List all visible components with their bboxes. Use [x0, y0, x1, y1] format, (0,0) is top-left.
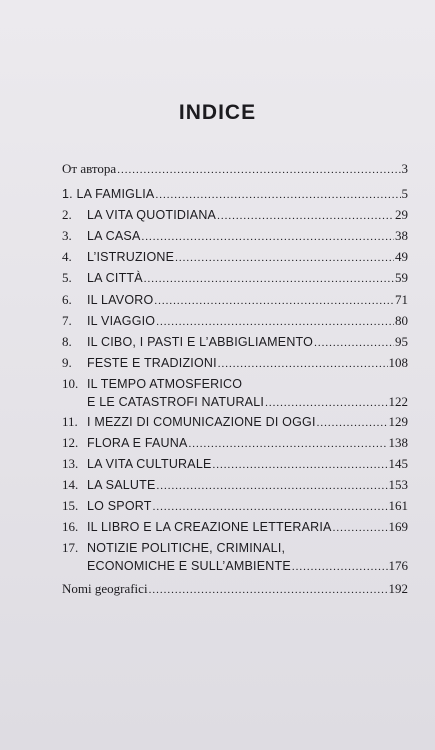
page-title: INDICE: [178, 101, 257, 124]
toc-entry-title: Nomi geografici: [62, 581, 148, 596]
leader-dots: [217, 208, 394, 225]
leader-dots: [144, 271, 394, 288]
leader-dots: [156, 314, 394, 331]
toc-entry-number: 7.: [62, 313, 72, 328]
toc-page-number: 5: [401, 186, 408, 201]
toc-page-number: 161: [388, 498, 408, 513]
toc-page-number: 192: [388, 581, 408, 596]
leader-dots: [142, 229, 394, 246]
toc-entry-title: LA VITA QUOTIDIANA: [87, 208, 217, 222]
toc-entry-title: LA CITTÀ: [87, 271, 143, 285]
toc-entry-number: 6.: [62, 292, 72, 307]
leader-dots: [154, 293, 394, 310]
toc-entry-number: 15.: [62, 498, 79, 513]
toc-entry-title: LO SPORT: [87, 499, 152, 513]
toc-entry-title: L’ISTRUZIONE: [87, 250, 175, 264]
leader-dots: [157, 478, 388, 495]
toc-entry-number: 10.: [62, 376, 79, 391]
leader-dots: [175, 250, 394, 267]
toc-entry-number: 12.: [62, 435, 79, 450]
toc-entry-number: 14.: [62, 477, 79, 492]
leader-dots: [155, 187, 400, 204]
toc-entry-number: 2.: [62, 207, 72, 222]
toc-entry-number: 4.: [62, 249, 72, 264]
toc-page-number: 129: [388, 414, 408, 429]
toc-page-number: 38: [395, 228, 408, 243]
leader-dots: [149, 582, 388, 599]
toc-entry-title-line1: NOTIZIE POLITICHE, CRIMINALI,: [87, 541, 286, 555]
toc-entry-title: ECONOMICHE E SULL’AMBIENTE: [87, 559, 291, 573]
leader-dots: [265, 395, 387, 412]
toc-entry-number: 5.: [62, 270, 72, 285]
toc-entry-title: IL CIBO, I PASTI E L’ABBIGLIAMENTO: [87, 335, 314, 349]
toc-entry-title: 1. LA FAMIGLIA: [62, 187, 155, 201]
toc-page-number: 95: [395, 334, 408, 349]
toc-entry-number: 11.: [62, 414, 78, 429]
toc-entry-number: 16.: [62, 519, 79, 534]
toc-page-number: 169: [388, 519, 408, 534]
toc-page-number: 176: [388, 558, 408, 573]
leader-dots: [333, 520, 388, 537]
toc-entry-title: LA SALUTE: [87, 478, 156, 492]
toc-entry-title: IL VIAGGIO: [87, 314, 156, 328]
leader-dots: [213, 457, 388, 474]
toc-page-number: 138: [388, 435, 408, 450]
toc-page-number: 153: [388, 477, 408, 492]
toc-page-number: 59: [395, 270, 408, 285]
toc-entry-title-line1: IL TEMPO ATMOSFERICO: [87, 377, 243, 391]
toc-entry-title: От автора: [62, 161, 117, 176]
toc-entry-number: 9.: [62, 355, 72, 370]
leader-dots: [153, 499, 388, 516]
toc-entry-number: 13.: [62, 456, 79, 471]
leader-dots: [189, 436, 388, 453]
toc-entry-title: LA CASA: [87, 229, 141, 243]
leader-dots: [314, 335, 394, 352]
toc-page-number: 108: [388, 355, 408, 370]
leader-dots: [317, 415, 388, 432]
toc-page-number: 3: [401, 161, 408, 176]
toc-entry-title: LA VITA CULTURALE: [87, 457, 212, 471]
toc-page-number: 80: [395, 313, 408, 328]
leader-dots: [117, 162, 400, 179]
toc-entry-title: IL LIBRO E LA CREAZIONE LETTERARIA: [87, 520, 332, 534]
toc-entry-title: I MEZZI DI COMUNICAZIONE DI OGGI: [87, 415, 316, 429]
toc-entry-number: 17.: [62, 540, 79, 555]
toc-entry-title: E LE CATASTROFI NATURALI: [87, 395, 265, 409]
toc-page-number: 29: [395, 207, 408, 222]
toc-page-number: 122: [388, 394, 408, 409]
toc-entry-number: 3.: [62, 228, 72, 243]
toc-entry-title: FESTE E TRADIZIONI: [87, 356, 217, 370]
toc-page-number: 49: [395, 249, 408, 264]
toc-page-number: 145: [388, 456, 408, 471]
toc-entry-number: 8.: [62, 334, 72, 349]
toc-entry-title: IL LAVORO: [87, 293, 154, 307]
toc-page-number: 71: [395, 292, 408, 307]
leader-dots: [218, 356, 388, 373]
leader-dots: [292, 559, 388, 576]
toc-entry-title: FLORA E FAUNA: [87, 436, 188, 450]
